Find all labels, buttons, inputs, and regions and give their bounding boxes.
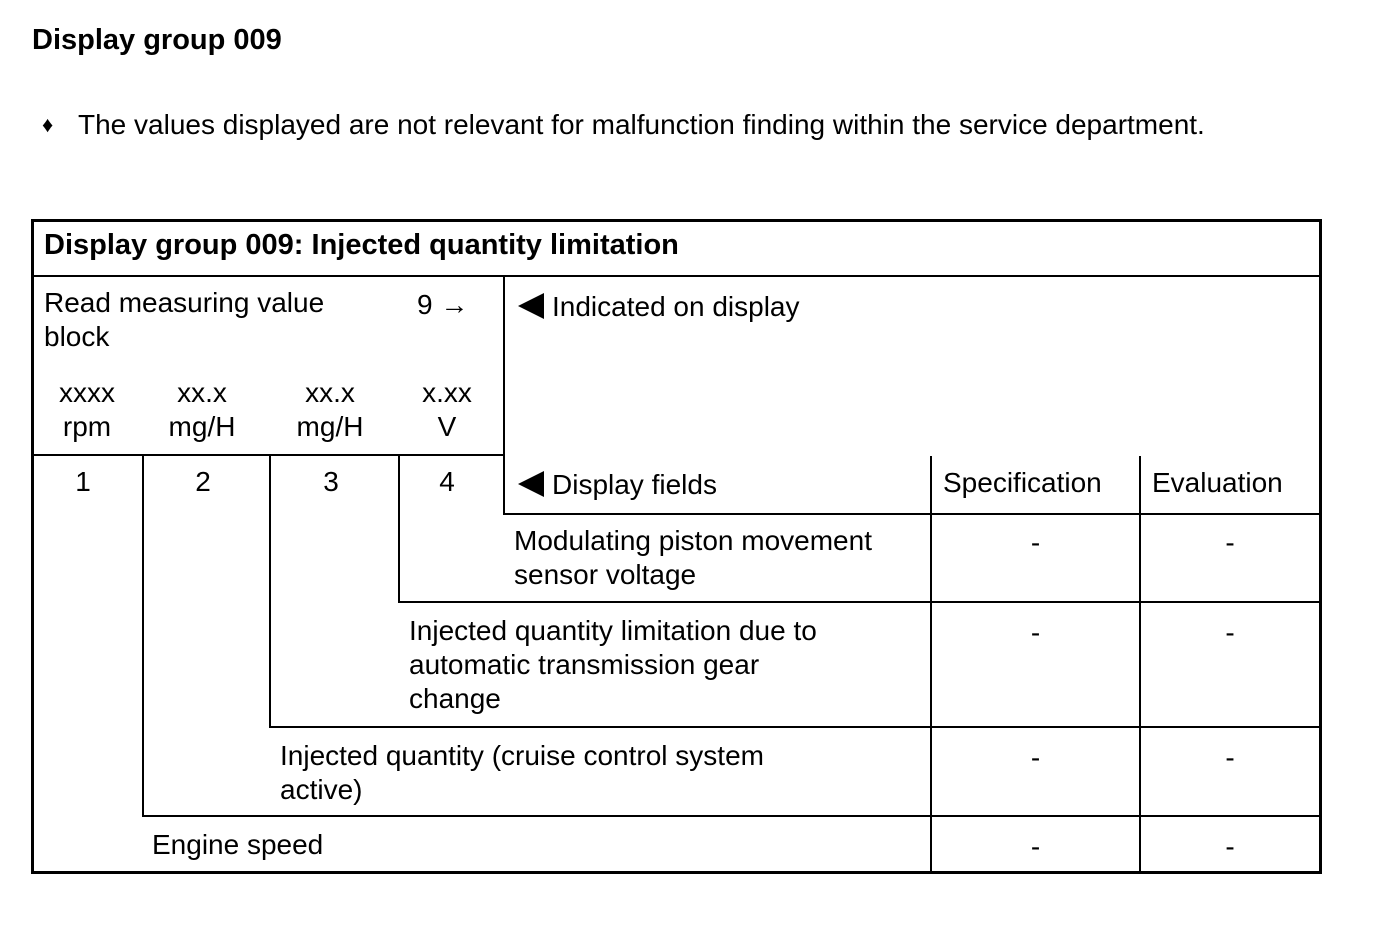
unit-column-3: [278, 376, 382, 444]
row-1-bottom: [398, 601, 1321, 603]
bullet-diamond-icon: ♦: [42, 112, 54, 137]
table-border-bottom: [31, 871, 1322, 874]
eval-column-line: [1139, 456, 1141, 873]
table-border-right: [1319, 219, 1322, 874]
table-border-left: [31, 219, 34, 874]
display-fields-header: [518, 468, 717, 502]
spec-column-line: [930, 456, 932, 873]
unit-label: mg/H: [168, 411, 236, 442]
indicated-on-display: [518, 290, 800, 324]
row-label-line: active): [280, 774, 363, 805]
read-block-label-line1: Read measuring value: [44, 287, 325, 318]
display-fields-label: Display fields: [552, 469, 717, 500]
unit-value: xx.x: [177, 377, 227, 408]
unit-label: mg/H: [296, 411, 364, 442]
field-3-line: [269, 455, 271, 728]
unit-value: xxxx: [59, 377, 115, 408]
read-block-number: 9 →: [417, 289, 469, 320]
field-number-4: 4: [439, 466, 455, 497]
unit-label: V: [437, 411, 457, 442]
row-4-eval: -: [1225, 831, 1235, 862]
indicated-label: Indicated on display: [552, 291, 800, 322]
row-label-line: Injected quantity (cruise control system: [280, 740, 764, 771]
row-label-line: Modulating piston movement: [514, 525, 872, 556]
note-text: The values displayed are not relevant for malfunction finding within the service department.: [78, 109, 1205, 140]
row-1-label: [514, 524, 872, 592]
page-title: Display group 009: [32, 24, 282, 56]
unit-column-2: [150, 376, 254, 444]
unit-column-1: [40, 376, 134, 444]
unit-column-4: [404, 376, 490, 444]
row-label-line: Engine speed: [152, 829, 324, 860]
row-3-bottom: [142, 815, 1321, 817]
row-3-spec: -: [1030, 742, 1041, 773]
header-separator: [503, 513, 1321, 515]
read-block-label-line2: block: [44, 321, 110, 352]
row-2-spec: -: [1030, 617, 1041, 648]
row-2-bottom: [269, 726, 1321, 728]
row-4-label: [152, 828, 323, 862]
triangle-left-icon: [518, 293, 544, 319]
unit-value: x.xx: [422, 377, 472, 408]
row-3-label: [280, 739, 764, 807]
eval-header: Evaluation: [1152, 467, 1283, 498]
field-4-line: [398, 455, 400, 603]
row-label-line: change: [409, 683, 501, 714]
field-2-line: [142, 455, 144, 817]
units-separator: [31, 454, 504, 456]
field-number-3: 3: [323, 466, 339, 497]
unit-value: xx.x: [305, 377, 355, 408]
title-separator: [31, 275, 1322, 277]
field-number-2: 2: [195, 466, 211, 497]
field-number-1: 1: [75, 466, 91, 497]
row-label-line: sensor voltage: [514, 559, 697, 590]
read-block-divider: [503, 276, 505, 515]
unit-label: rpm: [62, 411, 112, 442]
row-2-label: [409, 614, 817, 716]
row-label-line: automatic transmission gear: [409, 649, 760, 680]
row-3-eval: -: [1225, 742, 1235, 773]
row-label-line: Injected quantity limitation due to: [409, 615, 817, 646]
triangle-left-icon: [518, 471, 544, 497]
row-4-spec: -: [1030, 831, 1041, 862]
row-1-spec: -: [1030, 527, 1041, 558]
table-title: Display group 009: Injected quantity limitation: [44, 229, 679, 261]
table-border-top: [31, 219, 1322, 222]
row-1-eval: -: [1225, 527, 1235, 558]
spec-header: Specification: [943, 467, 1102, 498]
row-2-eval: -: [1225, 617, 1235, 648]
